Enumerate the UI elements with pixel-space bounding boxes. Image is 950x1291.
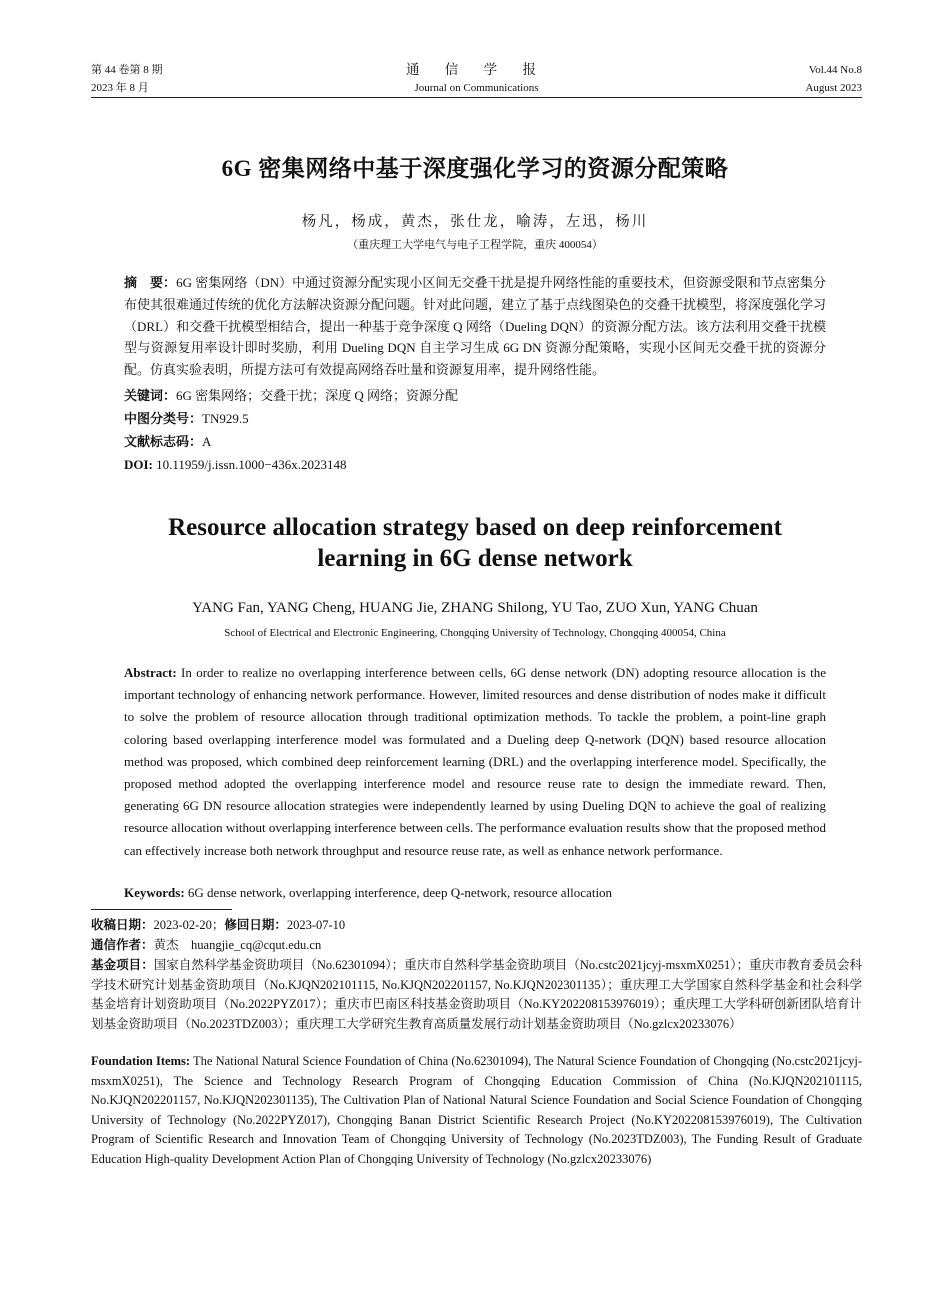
abstract-en [124, 662, 826, 862]
abstract-en-label: Abstract: [124, 665, 177, 680]
title-en [0, 512, 950, 574]
revised-label: 修回日期： [224, 918, 287, 932]
keywords-cn-text: 6G 密集网络；交叠干扰；深度 Q 网络；资源分配 [176, 388, 459, 403]
fund-cn-text: 国家自然科学基金资助项目（No.62301094）；重庆市自然科学基金资助项目（No.cstc2021jcyj-msxmX0251）；重庆市教育委员会科学技术研究计划基金资助项目（No.KJQN202101115, No.KJQN202201157, No.KJQN202301135）；重庆理工大学国家自然科学基金和社会科学基金培育计划资助项目（No.2022PYZ017）；重庆市巴南区科技基金资助项目（No.KY202208153976019）；重庆理工大学科研创新团队培育计划基金资助项目（No.2023TDZ003）；重庆理工大学研究生教育高质量发展行动计划基金资助项目（No.gzlcx20233076） [91, 958, 862, 1031]
keywords-cn [124, 385, 458, 407]
abstract-en-text: In order to realize no overlapping interference between cells, 6G dense network (DN) adopting resource allocation is the important technology of enhancing network performance. However, limited resources and dense distribution of nodes make it difficult to solve the problem of resource allocation through traditional optimization methods. To tackle the problem, a point-line graph coloring based overlapping interference model was formulated and a Dueling deep Q-network (DQN) based resource allocation method was proposed, which combined deep reinforcement learning (DRL) and the overlapping interference model. Specifically, the proposed method adopted the overlapping interference model and resource reuse rate to design the immediate reward. Then, generating 6G DN resource allocation strategies were independently learned by using Dueling DQN to achieve the goal of realizing resource allocation without overlapping interference between cells. The performance evaluation results show that the proposed method can effectively increase both network throughput and resource reuse rate, as well as enhance network performance. [124, 665, 826, 858]
clc-label: 中图分类号： [124, 411, 203, 426]
corr-text: 黄杰 huangjie_cq@cqut.edu.cn [153, 938, 322, 952]
title-en-line2: learning in 6G dense network [317, 545, 633, 572]
abstract-cn [124, 272, 826, 381]
abstract-cn-text: 6G 密集网络（DN）中通过资源分配实现小区间无交叠干扰是提升网络性能的重要技术，但资源受限和节点密集分布使其很难通过传统的优化方法解决资源分配问题。针对此问题，建立了基于点线图染色的交叠干扰模型，将深度强化学习（DRL）和交叠干扰模型相结合，提出一种基于竞争深度 Q 网络（Dueling DQN）的资源分配方法。该方法利用交叠干扰模型与资源复用率设计即时奖励，利用 Dueling DQN 自主学习生成 6G DN 资源分配策略，实现小区间无交叠干扰的资源分配。仿真实验表明，所提方法可有效提高网络吞吐量和资源复用率，提升网络性能。 [124, 275, 827, 378]
date-cn: 2023 年 8 月 [91, 82, 149, 94]
clc-text: TN929.5 [202, 411, 249, 426]
title-en-line1: Resource allocation strategy based on deep reinforcement [168, 514, 782, 541]
volume-issue-cn: 第 44 卷第 8 期 [91, 64, 163, 76]
corr-label: 通信作者： [91, 938, 154, 952]
doi-label: DOI: [124, 457, 153, 472]
authors-cn: 杨凡，杨成，黄杰，张仕龙，喻涛，左迅，杨川 [301, 214, 649, 230]
footnote-fund-en [91, 1052, 862, 1169]
affiliation-cn: （重庆理工大学电气与电子工程学院，重庆 400054） [347, 239, 603, 251]
authors-en: YANG Fan, YANG Cheng, HUANG Jie, ZHANG Shilong, YU Tao, ZUO Xun, YANG Chuan [192, 600, 758, 616]
abstract-cn-label: 摘 要： [124, 275, 177, 290]
journal-name-en: Journal on Communications [414, 82, 539, 94]
received-label: 收稿日期： [91, 918, 154, 932]
received-date: 2023-02-20； [153, 918, 225, 932]
footnote-dates [91, 916, 862, 936]
volume-issue-en: Vol.44 No.8 [808, 64, 862, 76]
affiliation-en: School of Electrical and Electronic Engineering, Chongqing University of Technology, Chongqing 400054, China [224, 627, 726, 639]
fund-en-text: The National Natural Science Foundation of China (No.62301094), The Natural Science Foundation of Chongqing (No.cstc2021jcyj-msxmX0251), The Science and Technology Research Program of Chongqing Education Commission of China (No.KJQN202101115, No.KJQN202201157, No.KJQN202301135), The Cultivation Plan of National Natural Science Foundation and Social Science Foundation of Chongqing University of Technology (No.2022PYZ017), Chongqing Banan District Scientific Research Project (No.KY202208153976019), The Cultivation Program of Scientific Research and Innovation Team of Chongqing University of Technology (No.2023TDZ003), The Funding Result of Graduate Education High-quality Development Action Plan of Chongqing University of Technology (No.gzlcx20233076) [91, 1054, 862, 1166]
journal-name-cn: 通 信 学 报 [405, 62, 548, 77]
doi-text[interactable]: 10.11959/j.issn.1000−436x.2023148 [152, 457, 347, 472]
date-en: August 2023 [805, 82, 862, 94]
footnote-corresponding [91, 936, 862, 956]
fund-cn-label: 基金项目： [91, 958, 154, 972]
keywords-cn-label: 关键词： [124, 388, 177, 403]
clc-number [124, 408, 249, 430]
footnote-fund-cn [91, 956, 862, 1034]
running-header [91, 61, 862, 97]
header-rule [91, 97, 862, 98]
doc-code-label: 文献标志码： [124, 434, 203, 449]
fund-en-label: Foundation Items: [91, 1054, 191, 1068]
keywords-en-label: Keywords: [124, 885, 185, 900]
keywords-en [124, 885, 612, 901]
footnote-rule [91, 909, 232, 910]
doi [124, 454, 346, 476]
revised-date: 2023-07-10 [286, 918, 346, 932]
doc-code-text: A [202, 434, 212, 449]
keywords-en-text: 6G dense network, overlapping interference, deep Q-network, resource allocation [184, 885, 613, 900]
document-code [124, 431, 211, 453]
title-cn: 6G 密集网络中基于深度强化学习的资源分配策略 [221, 156, 729, 181]
